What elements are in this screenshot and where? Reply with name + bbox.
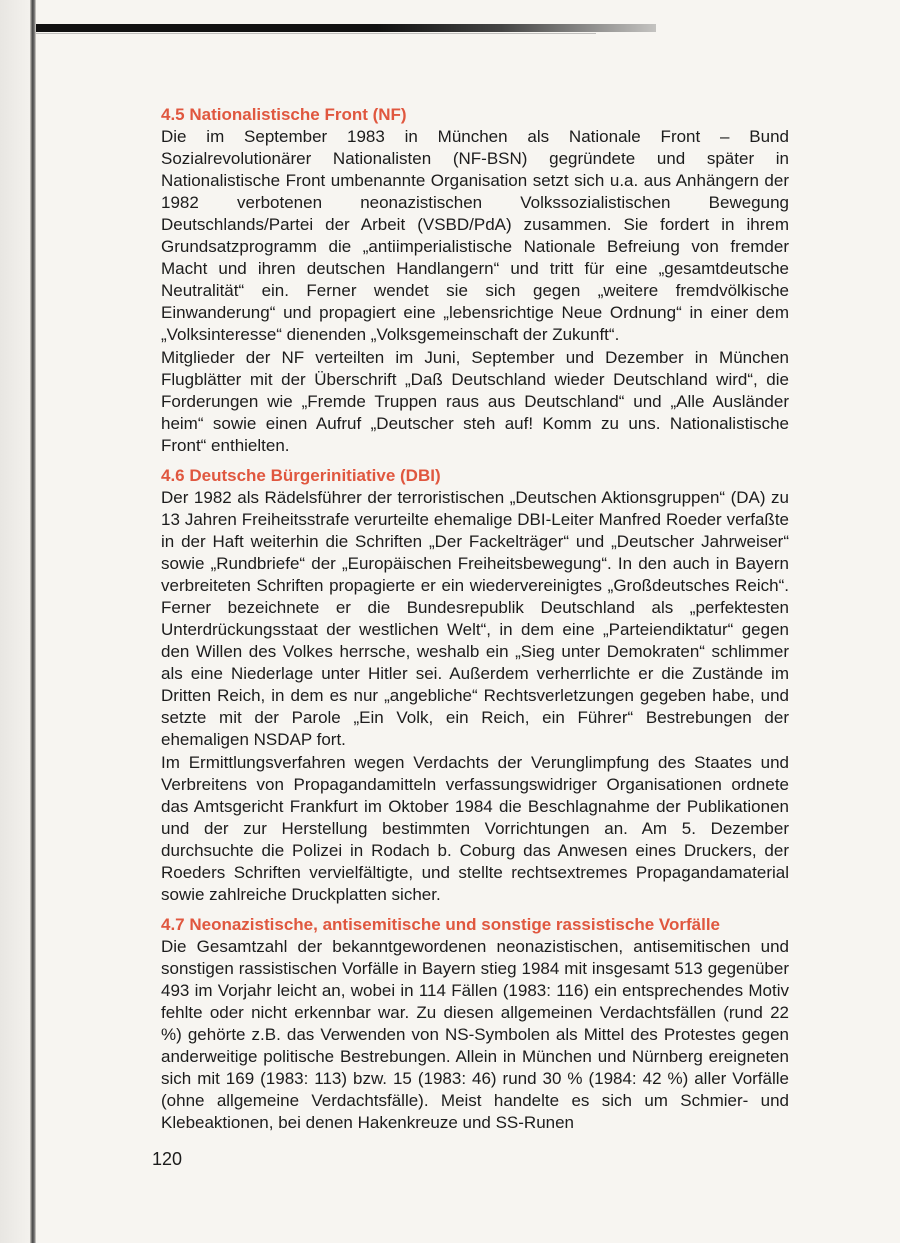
paragraph-vorfaelle-1: Die Gesamtzahl der bekanntgewordenen neonazistischen, antisemitischen und sonstigen rassistischen Vorfälle in Bayern stieg 1984 mit insgesamt 513 gegenüber 493 im Vorjahr leicht an, wobei in 114 Fällen (1983: 116) ein entsprechendes Motiv fehlte oder nicht erkennbar war. Zu diesen allgemeinen Verdachtsfällen (rund 22 %) gehörte z.B. das Verwenden von NS-Symbolen als Mittel des Protestes gegen anderweitige politische Bestrebungen. Allein in München und Nürnberg ereigneten sich mit 169 (1983: 113) bzw. 15 (1983: 46) rund 30 % (1984: 42 %) aller Vorfälle (ohne allgemeine Verdachtsfälle). Meist handelte es sich um Schmier- und Klebeaktionen, bei denen Hakenkreuze und SS-Runen [161,937,789,1132]
paragraph-nf-1: Die im September 1983 in München als Nationale Front – Bund Sozialrevolutionärer Nationalisten (NF-BSN) gegründete und später in Nationalistische Front umbenannte Organisation setzt sich u.a. aus Anhängern der 1982 verbotenen neonazistischen Volkssozialistischen Bewegung Deutschlands/Partei der Arbeit (VSBD/PdA) zusammen. Sie fordert in ihrem Grundsatzprogramm die „antiimperialistische Nationale Befreiung von fremder Macht und ihren deutschen Handlangern“ und tritt für eine „gesamtdeutsche Neutralität“ ein. Ferner wendet sie sich gegen „weitere fremdvölkische Einwanderung“ und propagiert eine „lebensrichtige Neue Ordnung“ in einer dem „Volksinteresse“ dienenden „Volksgemeinschaft der Zukunft“. [161,127,789,344]
section-heading-vorfaelle: 4.7 Neonazistische, antisemitische und sonstige rassistische Vorfälle [161,915,720,934]
page-content [161,104,789,1134]
gutter-line [30,0,36,1243]
top-rule [36,24,656,32]
section-heading-dbi: 4.6 Deutsche Bürgerinitiative (DBI) [161,466,441,485]
section-heading-nf: 4.5 Nationalistische Front (NF) [161,105,407,124]
paragraph-dbi-2: Im Ermittlungsverfahren wegen Verdachts der Verunglimpfung des Staates und Verbreitens von Propagandamitteln verfassungswidriger Organisationen ordnete das Amtsgericht Frankfurt im Oktober 1984 die Beschlagnahme der Publikationen und der zur Herstellung bestimmten Vorrichtungen an. Am 5. Dezember durchsuchte die Polizei in Rodach b. Coburg das Anwesen eines Druckers, der Roeders Schriften vervielfältigte, und stellte rechtsextremes Propagandamaterial sowie zahlreiche Druckplatten sicher. [161,753,789,904]
paragraph-dbi-1: Der 1982 als Rädelsführer der terroristischen „Deutschen Aktionsgruppen“ (DA) zu 13 Jahren Freiheitsstrafe verurteilte ehemalige DBI-Leiter Manfred Roeder verfaßte in der Haft weiterhin die Schriften „Der Fackelträger“ und „Deutscher Jahrweiser“ sowie „Rundbriefe“ der „Europäischen Freiheitsbewegung“. In den auch in Bayern verbreiteten Schriften propagierte er ein wiedervereinigtes „Großdeutsches Reich“. Ferner bezeichnete er die Bundesrepublik Deutschland als „perfektesten Unterdrückungsstaat der westlichen Welt“, in dem eine „Parteiendiktatur“ gegen den Willen des Volkes herrsche, weshalb ein „Sieg unter Demokraten“ schlimmer als eine Niederlage unter Hitler sei. Außerdem verherrlichte er die Zustände im Dritten Reich, in dem es nur „angebliche“ Rechtsverletzungen gegeben habe, und setzte mit der Parole „Ein Volk, ein Reich, ein Führer“ Bestrebungen der ehemaligen NSDAP fort. [161,488,789,749]
paragraph-nf-2: Mitglieder der NF verteilten im Juni, September und Dezember in München Flugblätter mit der Überschrift „Daß Deutschland wieder Deutschland wird“, die Forderungen wie „Fremde Truppen raus aus Deutschland“ und „Alle Ausländer heim“ sowie einen Aufruf „Deutscher steh auf! Komm zu uns. Nationalistische Front“ enthielten. [161,348,789,455]
page-number: 120 [152,1149,183,1169]
top-rule-shadow [36,33,596,34]
